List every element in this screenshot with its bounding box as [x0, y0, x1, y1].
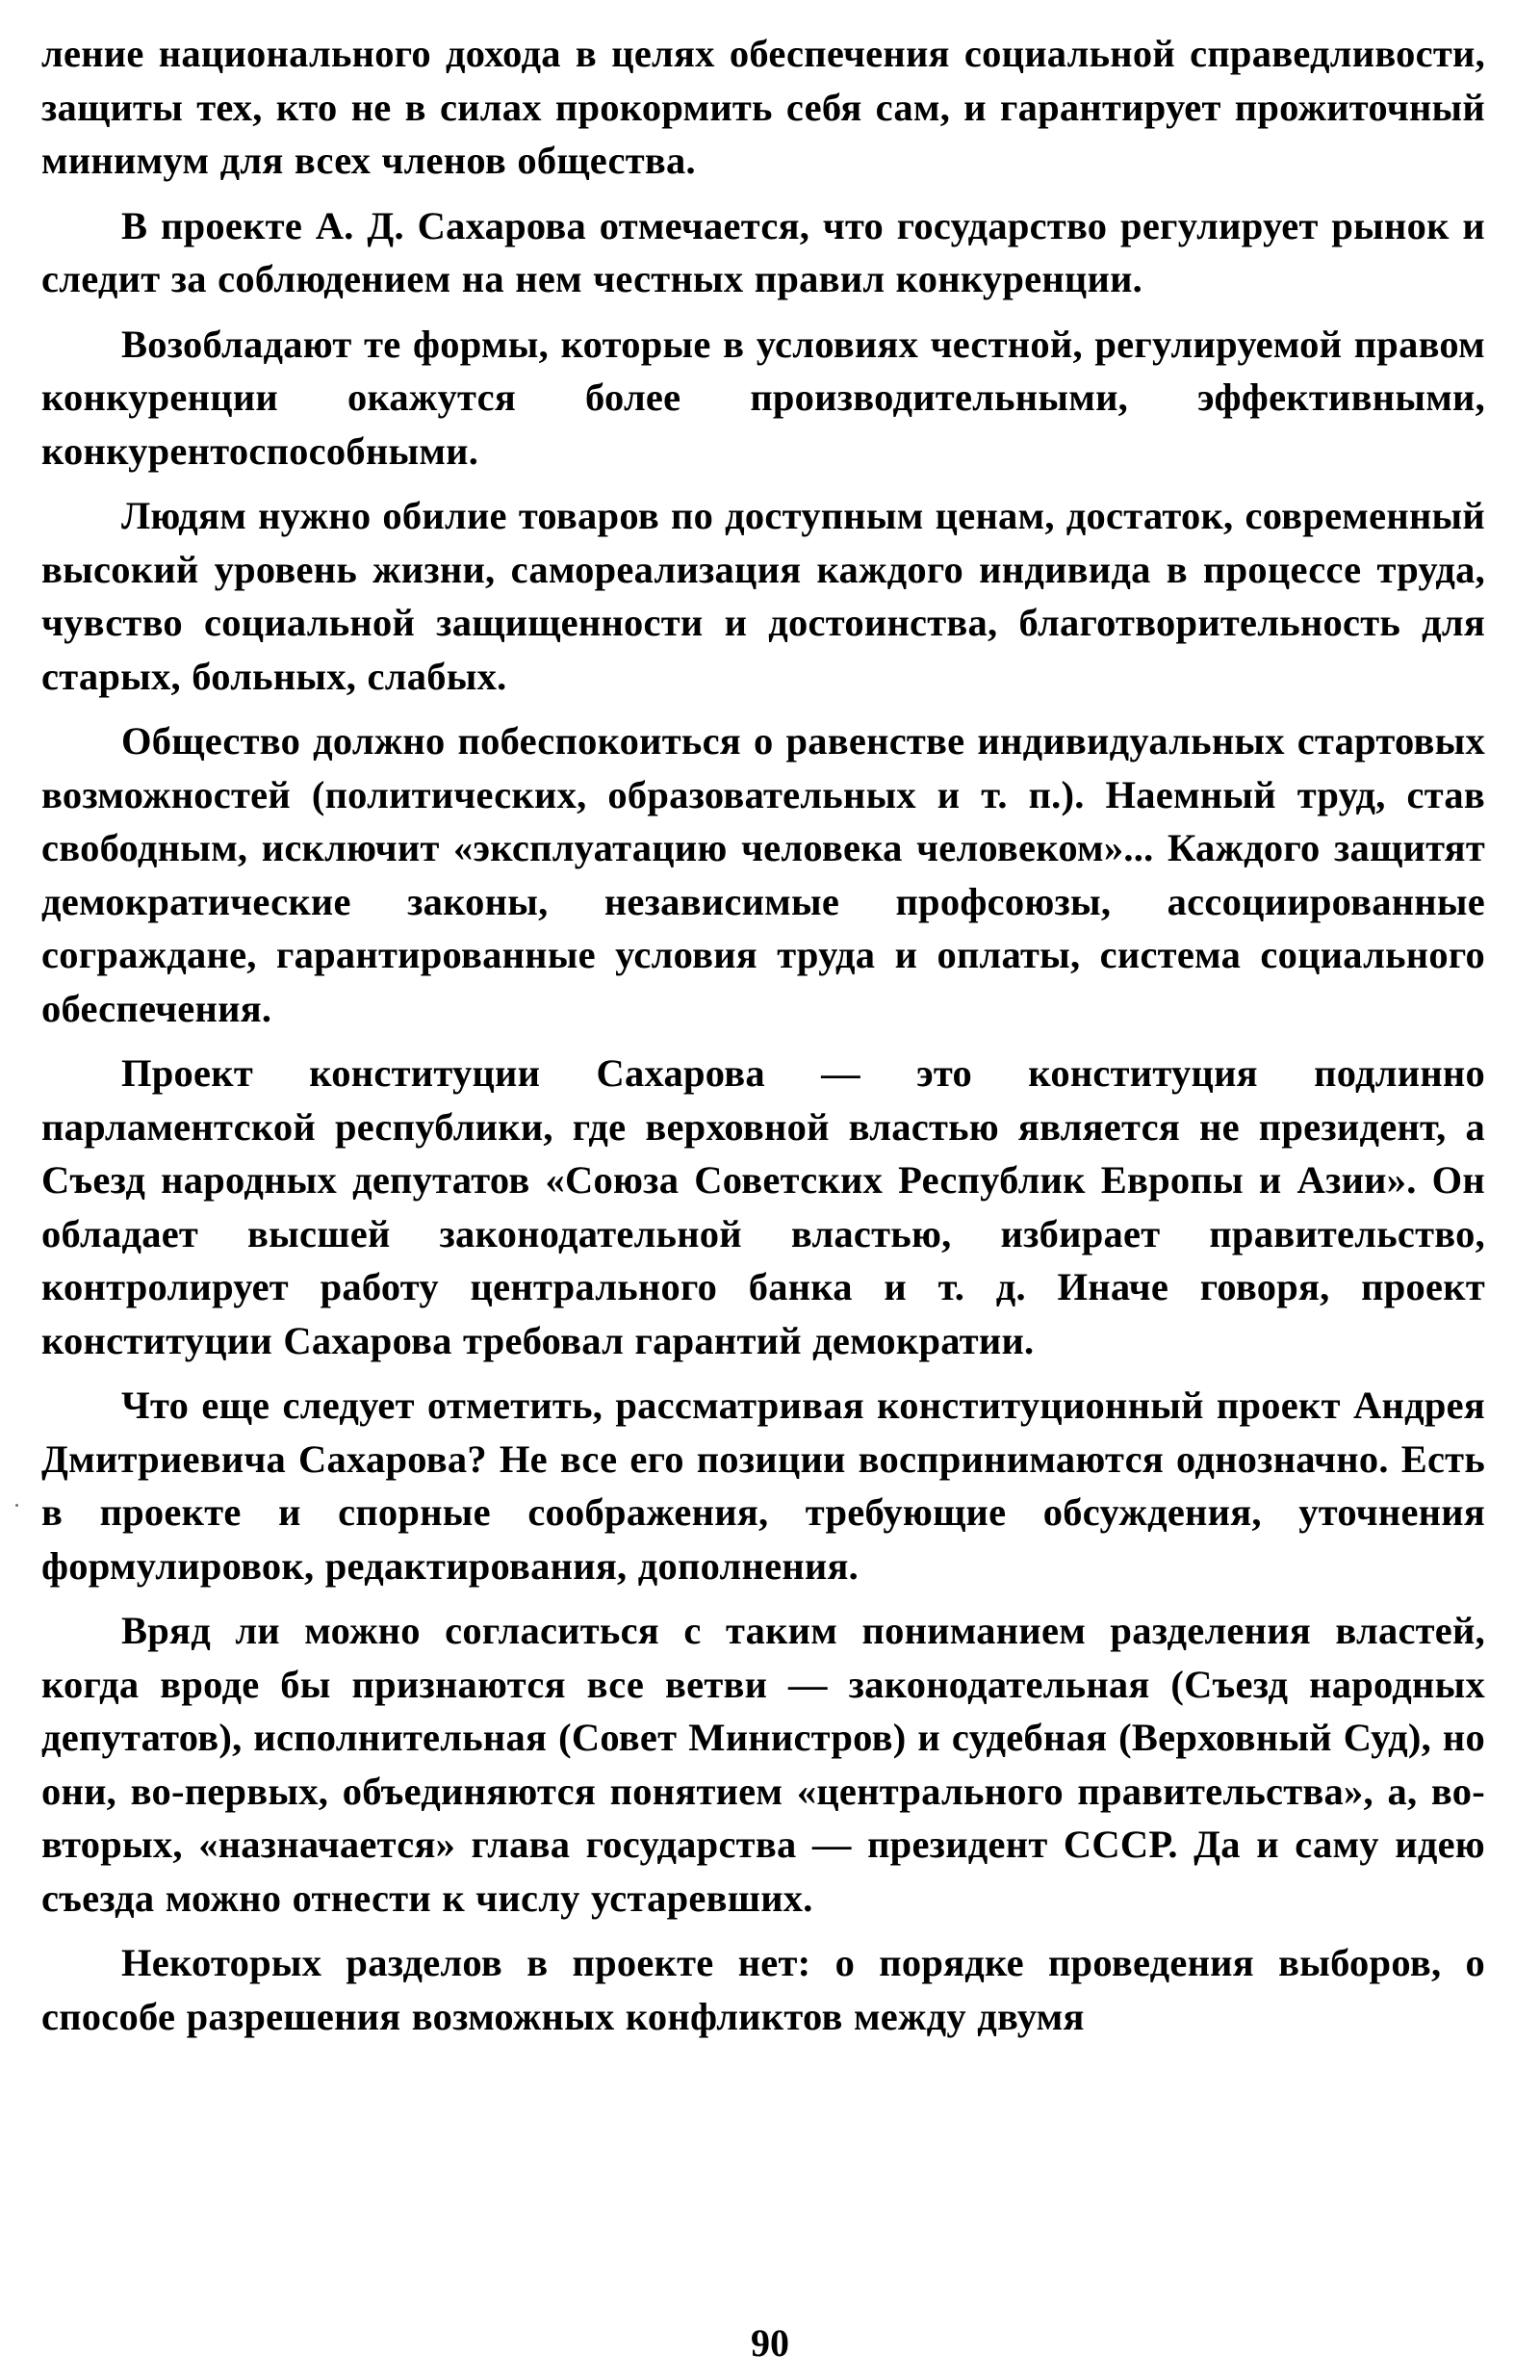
paragraph: Общество должно побеспокоиться о равенстве индивидуальных стартовых возможностей (политических, образовательных и т. п.). Наемный труд, став свободным, исключит «эксплуатацию человека человеком»... Каждого защитят демократические законы, независимые профсоюзы, ассоциированные сограждане, гарантированные условия труда и оплаты, система социального обеспечения. — [41, 719, 1485, 1030]
paragraph: Что еще следует отметить, рассматривая конституционный проект Андрея Дмитриевича Сахарова? Не все его позиции воспринимаются однозначно. Есть в проекте и спорные соображения, требующие обсуждения, уточнения формулировок, редактирования, дополнения. — [41, 1384, 1485, 1588]
scan-speck — [15, 1504, 18, 1507]
paragraph: Людям нужно обилие товаров по доступным ценам, достаток, современный высокий уровень жизни, самореализация каждого индивида в процессе труда, чувство социальной защищенности и достоинства, благотворительность для старых, больных, слабых. — [41, 494, 1485, 698]
paragraph: Вряд ли можно согласиться с таким пониманием разделения властей, когда вроде бы признаются все ветви — законодательная (Съезд народных депутатов), исполнительная (Совет Министров) и судебная (Верховный Суд), но они, во-первых, объединяются понятием «центрального правительства», а, во-вторых, «назначается» глава государства — президент СССР. Да и саму идею съезда можно отнести к числу устаревших. — [41, 1609, 1485, 1920]
paragraph: В проекте А. Д. Сахарова отмечается, что государство регулирует рынок и следит за соблюдением на нем честных правил конкуренции. — [41, 203, 1485, 300]
paragraph-continued: ление национального дохода в целях обеспечения социальной справедливости, защиты тех, кто не в силах прокормить себя сам, и гарантирует прожиточный минимум для всех членов общества. — [41, 32, 1485, 182]
body-text — [41, 27, 1485, 2055]
paragraph: Некоторых разделов в проекте нет: о порядке проведения выборов, о способе разрешения возможных конфликтов между двумя — [41, 1941, 1485, 2038]
page-number: 90 — [751, 2321, 789, 2365]
paragraph: Возобладают те формы, которые в условиях честной, регулируемой правом конкуренции окажутся более производительными, эффективными, конкурентоспособными. — [41, 322, 1485, 473]
paragraph: Проект конституции Сахарова — это конституция подлинно парламентской республики, где верховной властью является не президент, а Съезд народных депутатов «Союза Советских Республик Европы и Азии». Он обладает высшей законодательной властью, избирает правительство, контролирует работу центрального банка и т. д. Иначе говоря, проект конституции Сахарова требовал гарантий демократии. — [41, 1051, 1485, 1362]
